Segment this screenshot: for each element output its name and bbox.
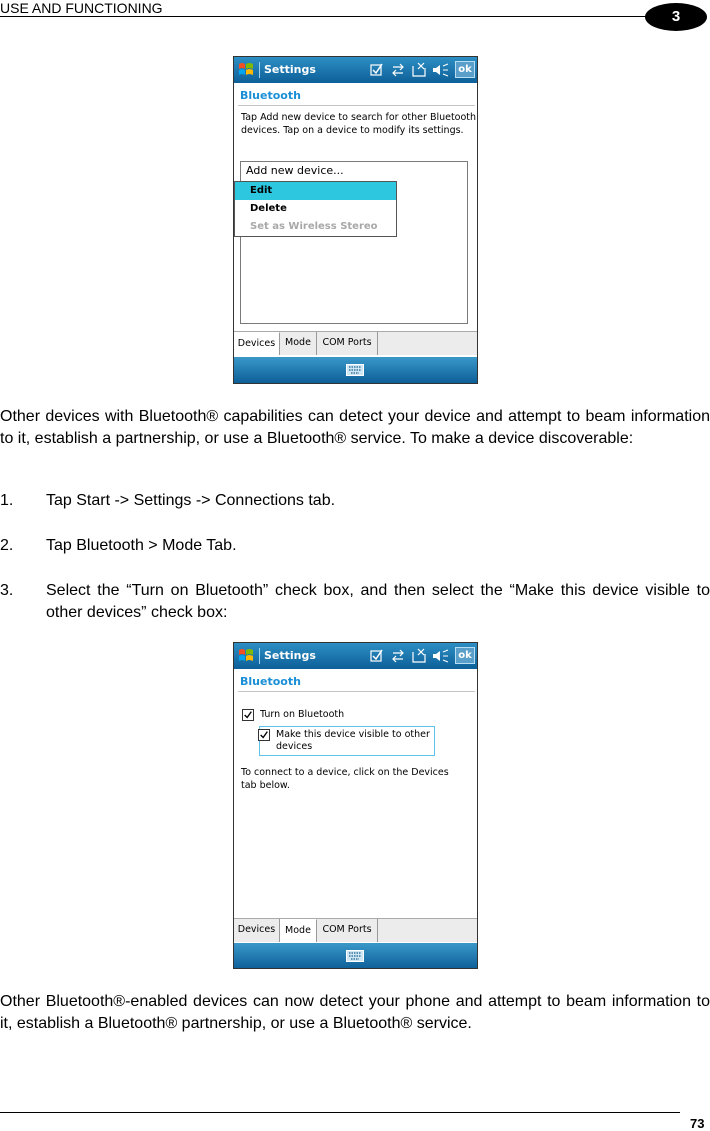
step-number: 1. xyxy=(0,492,14,509)
menu-item-delete[interactable]: Delete xyxy=(250,203,287,214)
footer-rule xyxy=(0,1112,680,1113)
result-paragraph: Other Bluetooth®-enabled devices can now detect your phone and attempt to beam information to it, establish a Bluetooth® partnership, or use a Bluetooth® service. xyxy=(0,993,710,1032)
instructions-text: Tap Add new device to search for other Bluetooth devices. Tap on a device to modify its settings. xyxy=(241,112,477,136)
tab-com-ports[interactable]: COM Ports xyxy=(317,919,378,942)
windows-start-icon[interactable] xyxy=(237,61,255,79)
turn-on-bluetooth-checkbox[interactable] xyxy=(242,709,254,721)
heading-rule xyxy=(238,105,475,106)
keyboard-icon[interactable] xyxy=(346,364,364,376)
step-number: 2. xyxy=(0,537,14,554)
title-bar xyxy=(234,57,477,83)
header-rule xyxy=(0,16,650,17)
app-title: Settings xyxy=(264,63,316,76)
turn-on-bluetooth-row[interactable] xyxy=(242,709,442,723)
intro-paragraph: Other devices with Bluetooth® capabilities can detect your device and attempt to beam information to it, establish a partnership, or use a Bluetooth® service. To make a device discoverable: xyxy=(0,408,710,447)
section-title: USE AND FUNCTIONING xyxy=(0,0,163,16)
keyboard-icon[interactable] xyxy=(346,950,364,962)
heading-rule xyxy=(238,691,475,692)
visible-device-checkbox[interactable] xyxy=(258,729,270,741)
step-text: Tap Bluetooth > Mode Tab. xyxy=(46,537,237,554)
tab-mode[interactable]: Mode xyxy=(280,332,317,355)
status-icons xyxy=(369,62,454,78)
tab-devices[interactable]: Devices xyxy=(234,332,280,355)
menu-item-edit[interactable]: Edit xyxy=(235,182,396,200)
dialog-heading: Bluetooth xyxy=(240,89,301,102)
ok-button[interactable]: ok xyxy=(455,647,475,664)
tab-devices[interactable]: Devices xyxy=(234,919,280,942)
visible-device-row[interactable] xyxy=(258,729,434,755)
checkmark-icon xyxy=(259,730,269,740)
tab-mode[interactable]: Mode xyxy=(280,919,317,942)
connect-info-text: To connect to a device, click on the Devices tab below. xyxy=(241,767,449,791)
status-icons xyxy=(369,648,454,664)
ok-button[interactable]: ok xyxy=(455,61,475,78)
chapter-badge: 3 xyxy=(645,3,707,31)
windows-start-icon[interactable] xyxy=(237,647,255,665)
tab-com-ports[interactable]: COM Ports xyxy=(317,332,378,355)
title-bar xyxy=(234,643,477,669)
add-new-device-item[interactable]: Add new device... xyxy=(246,164,344,177)
title-separator xyxy=(259,62,260,78)
tab-bar xyxy=(234,918,477,942)
checkmark-icon xyxy=(243,710,253,720)
step-text: Select the “Turn on Bluetooth” check box, and then select the “Make this device visible to other devices” check box: xyxy=(46,582,710,621)
visible-device-label: Make this device visible to other devices xyxy=(276,729,430,752)
turn-on-bluetooth-label: Turn on Bluetooth xyxy=(260,709,345,720)
tab-bar xyxy=(234,331,477,355)
menu-item-wireless-stereo: Set as Wireless Stereo xyxy=(250,221,378,232)
device-screen-devices xyxy=(233,56,478,384)
device-screen-mode xyxy=(233,642,478,969)
context-menu xyxy=(234,181,397,237)
step-text: Tap Start -> Settings -> Connections tab. xyxy=(46,492,336,509)
dialog-heading: Bluetooth xyxy=(240,675,301,688)
title-separator xyxy=(259,648,260,664)
soft-key-bar xyxy=(234,357,477,383)
page-number: 73 xyxy=(690,1116,705,1131)
app-title: Settings xyxy=(264,649,316,662)
soft-key-bar xyxy=(234,943,477,969)
step-number: 3. xyxy=(0,582,14,599)
